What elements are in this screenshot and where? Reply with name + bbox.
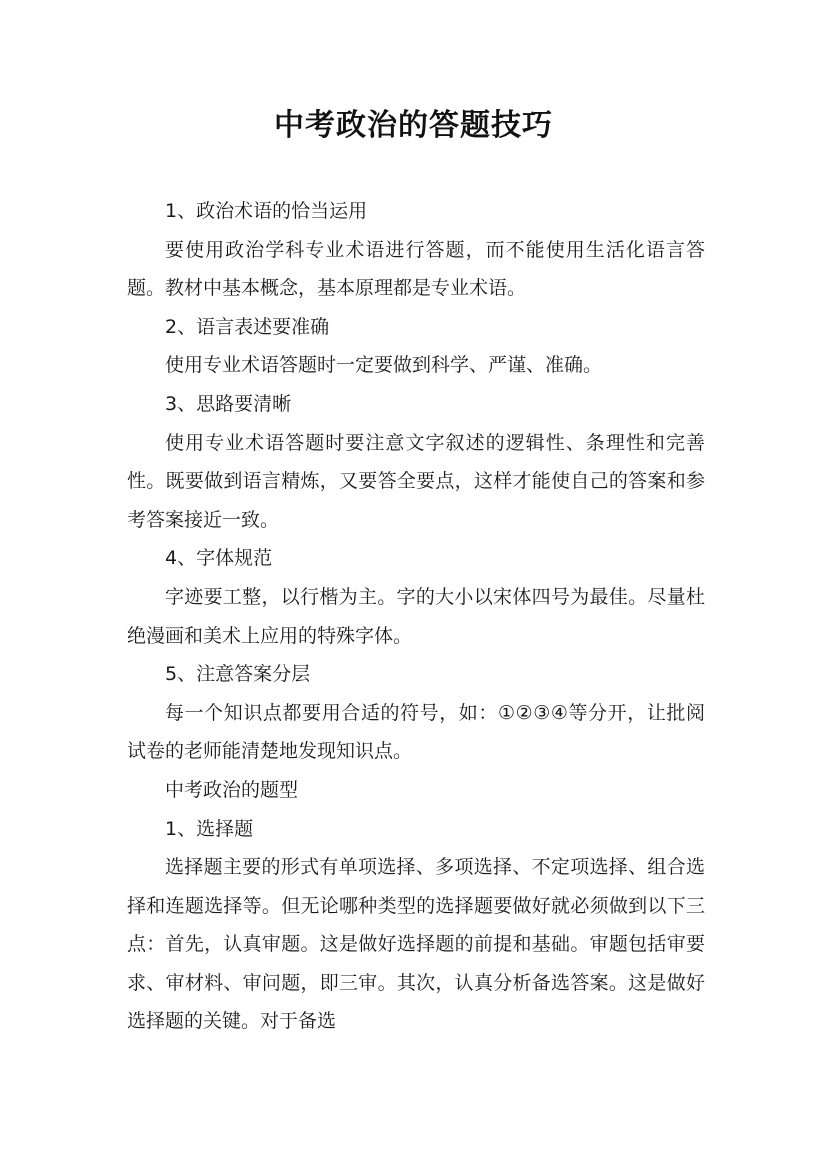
section-heading: 1、政治术语的恰当运用 bbox=[165, 200, 368, 222]
paragraph: 要使用政治学科专业术语进行答题，而不能使用生活化语言答题。教材中基本概念，基本原理都是专业术语。 bbox=[127, 238, 705, 300]
document-body bbox=[127, 192, 705, 1041]
paragraph: 字迹要工整，以行楷为主。字的大小以宋体四号为最佳。尽量杜绝漫画和美术上应用的特殊字体。 bbox=[127, 585, 705, 647]
section-heading: 5、注意答案分层 bbox=[165, 663, 311, 686]
paragraph: 每一个知识点都要用合适的符号，如：①②③④等分开，让批阅试卷的老师能清楚地发现知识点。 bbox=[127, 701, 705, 763]
paragraph: 使用专业术语答题时一定要做到科学、严谨、准确。 bbox=[165, 354, 603, 377]
document-title: 中考政治的答题技巧 bbox=[274, 108, 553, 143]
section-heading: 1、选择题 bbox=[165, 817, 254, 840]
section-heading: 2、语言表述要准确 bbox=[165, 315, 330, 338]
section-heading: 中考政治的题型 bbox=[165, 778, 299, 801]
paragraph: 使用专业术语答题时要注意文字叙述的逻辑性、条理性和完善性。既要做到语言精炼，又要答全要点，这样才能使自己的答案和参考答案接近一致。 bbox=[127, 431, 705, 531]
section-heading: 4、字体规范 bbox=[165, 547, 273, 570]
paragraph: 选择题主要的形式有单项选择、多项选择、不定项选择、组合选择和连题选择等。但无论哪种类型的选择题要做好就必须做到以下三点：首先，认真审题。这是做好选择题的前提和基础。审题包括审要求、审材料、审问题，即三审。其次，认真分析备选答案。这是做好选择题的关键。对于备选 bbox=[127, 856, 705, 1033]
section-heading: 3、思路要清晰 bbox=[165, 392, 292, 415]
